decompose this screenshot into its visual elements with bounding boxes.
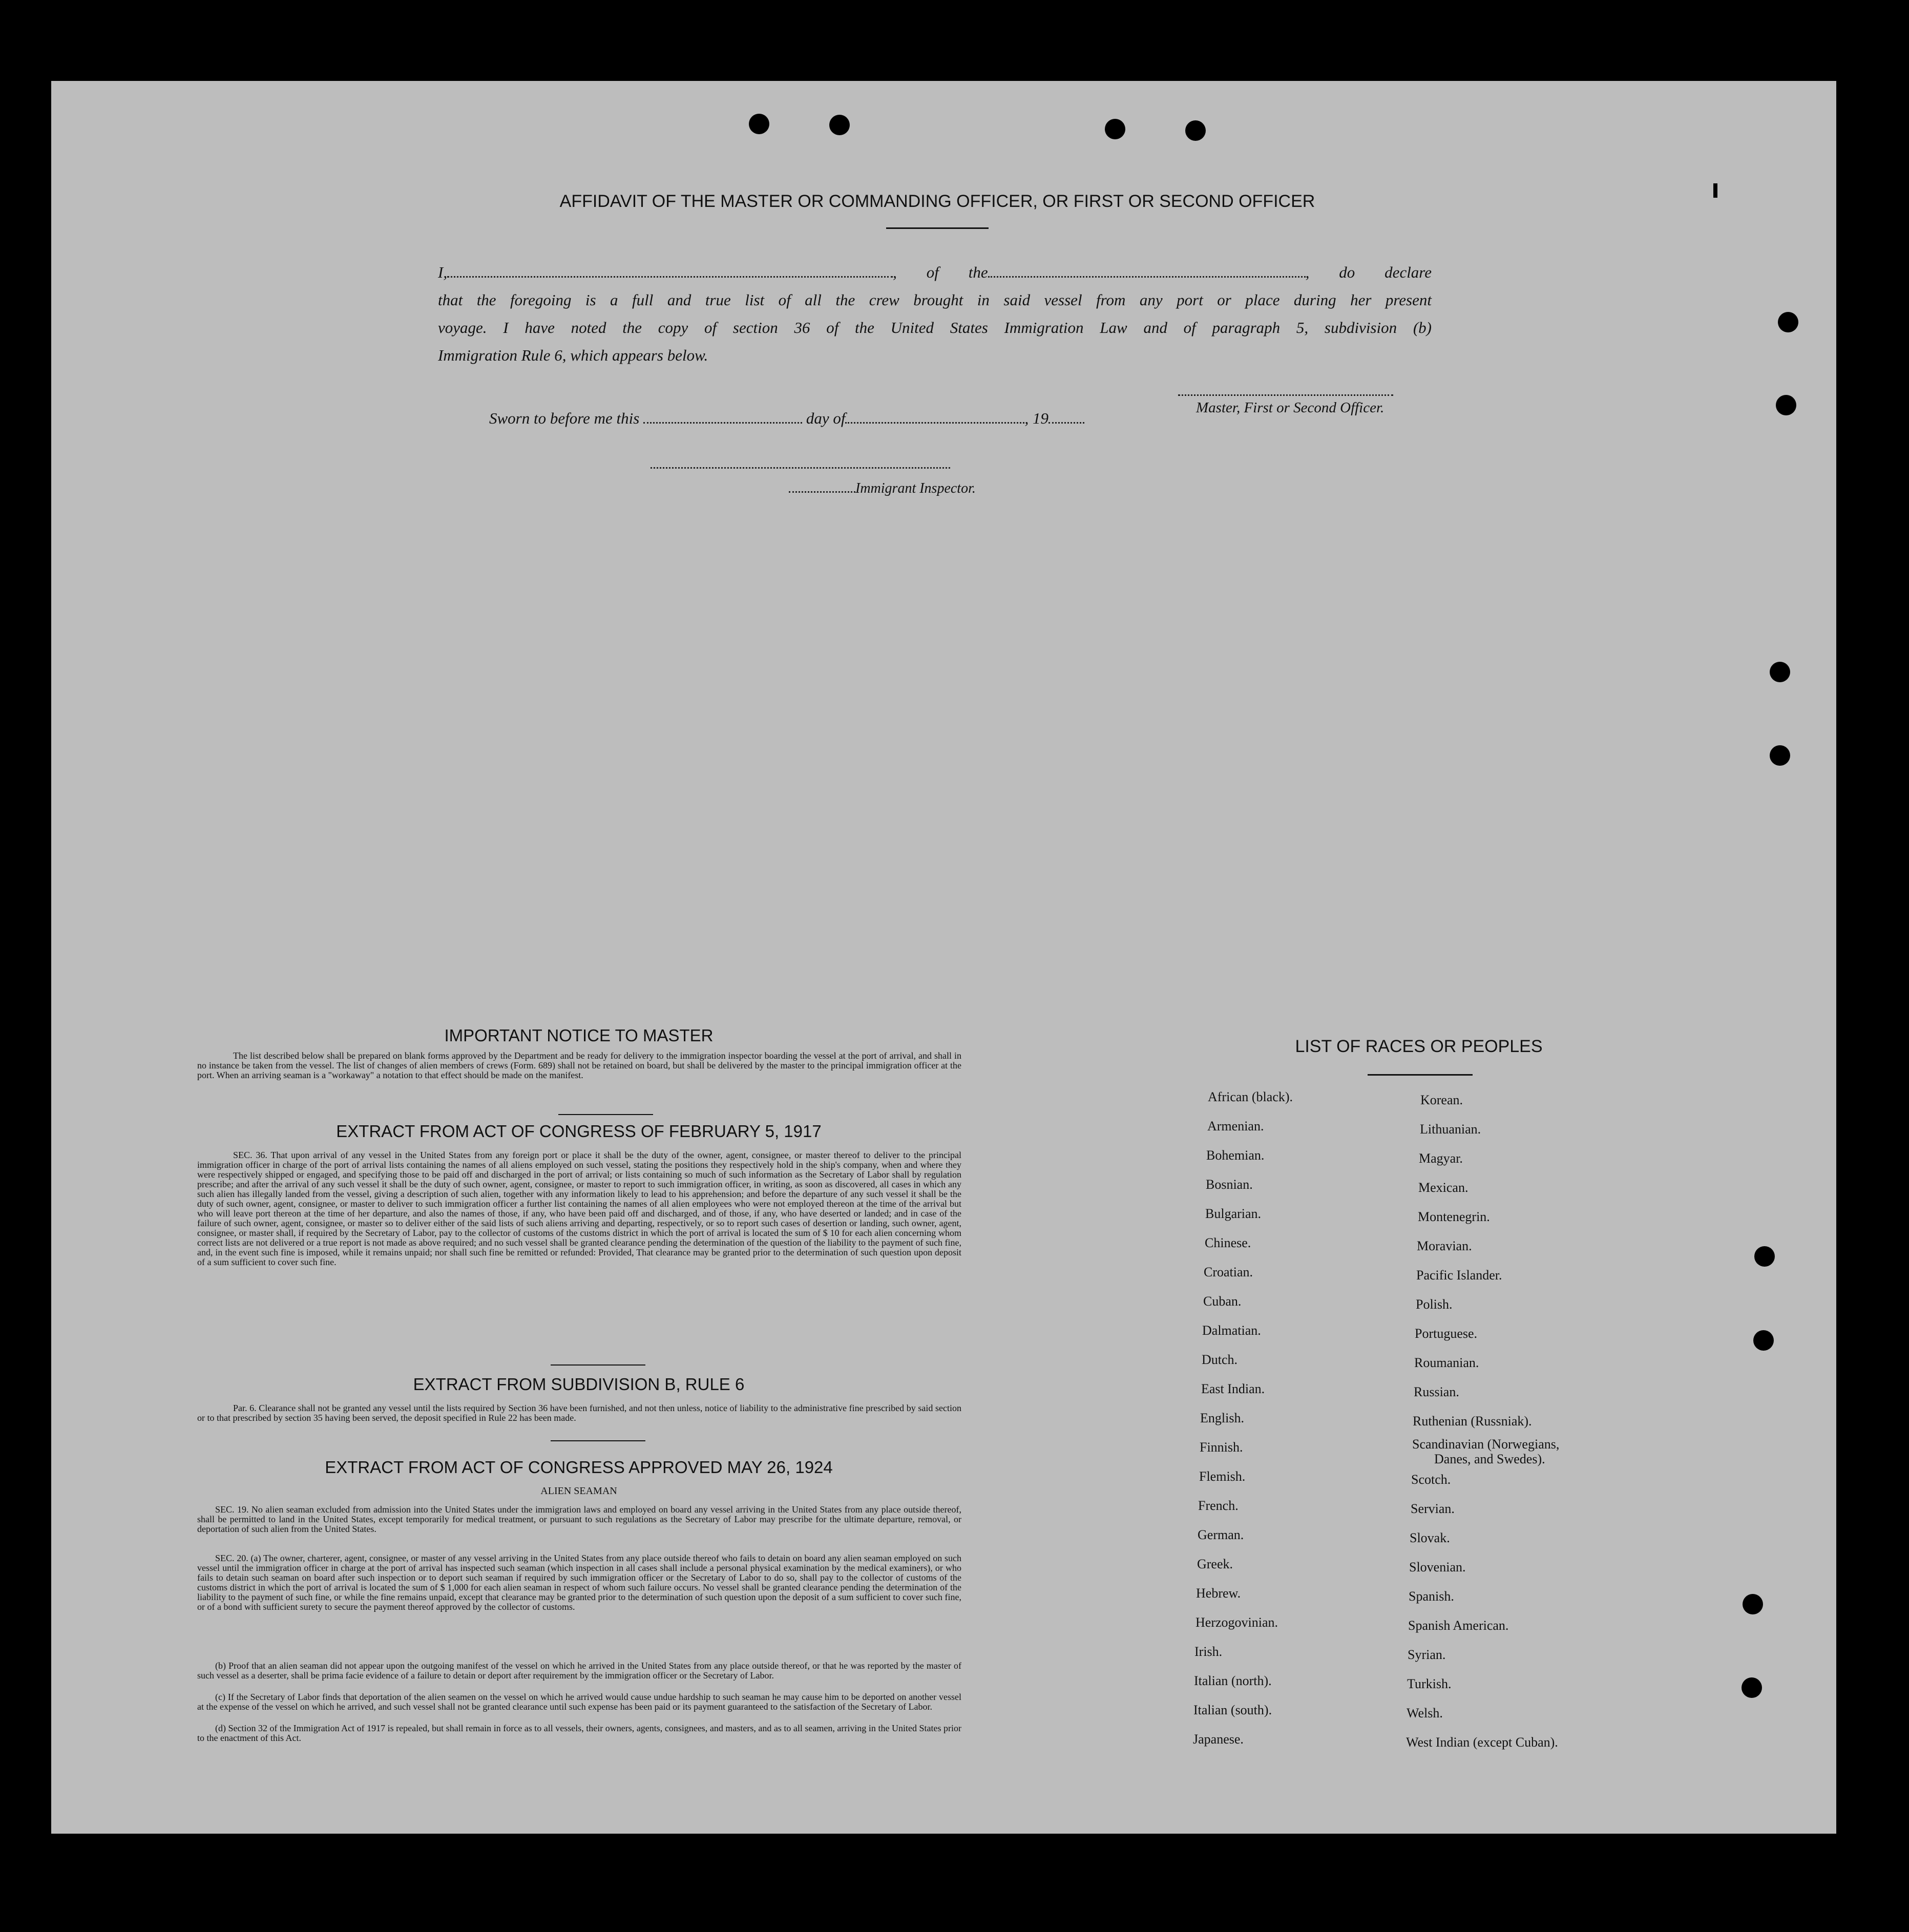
sec-20a-text: SEC. 20. (a) The owner, charterer, agent, consignee, or master of any vessel arriving in the United States from any place outside thereof who fails to detain on board any alien seaman employed on such vessel until the immigration officer in charge at the port of arrival has inspected such seaman (which inspection in all cases shall include a personal physical examination by the medical examiners), or who fails to detain such seaman on board after such inspection or to deport such seaman if required by such immigration officer or the Secretary of Labor to do so, shall pay to the collector of customs of the customs district in which the port of arrival is located the sum of $ 1,000 for each alien seaman in respect of whom such failure occurs. No vessel shall be granted clearance pending the determination of the liability to the payment of such fine, or while the fine remains unpaid, except that clearance may be granted prior to the determination of such question upon the deposit of a sum sufficient to cover such fine, or of a bond with sufficient surety to secure the payment thereof approved by the collector of customs.	[197, 1553, 961, 1612]
race-item: Cuban.	[1203, 1294, 1242, 1309]
punch-hole	[1778, 312, 1798, 332]
notice-title: IMPORTANT NOTICE TO MASTER	[444, 1026, 714, 1045]
race-item: African (black).	[1208, 1089, 1293, 1104]
divider	[558, 1114, 653, 1115]
name-blank[interactable]	[447, 263, 893, 278]
declaration-line-2: that the foregoing is a full and true list of all the crew brought in said vessel from any port or place during her present	[438, 291, 1432, 309]
notice-text: The list described below shall be prepared on blank forms approved by the Department and be ready for delivery to the immigration inspector boarding the vessel at the port of arrival, and shall in no instance be taken from the vessel. The list of changes of alien members of crews (Form. 689) shall not be retained on board, but shall be delivered by the master to the principal immigration officer at the port. When an arriving seaman is a "workaway" a notation to that effect should be made on the manifest.	[197, 1051, 961, 1080]
punch-hole	[829, 115, 850, 135]
race-item: Korean.	[1420, 1093, 1463, 1107]
sworn-label: Sworn to before me this	[489, 409, 640, 427]
race-item: Pacific Islander.	[1416, 1268, 1502, 1283]
punch-hole	[1770, 745, 1790, 766]
race-item: Dalmatian.	[1202, 1323, 1261, 1338]
race-item: Armenian.	[1207, 1119, 1264, 1133]
race-item: Syrian.	[1408, 1647, 1446, 1662]
master-signature-line[interactable]	[1178, 394, 1393, 396]
punch-hole	[1105, 119, 1125, 139]
inspector-label: Immigrant Inspector.	[855, 480, 976, 496]
race-item: Scotch.	[1411, 1472, 1451, 1487]
punch-hole	[749, 114, 769, 134]
race-item: English.	[1200, 1411, 1244, 1425]
punch-hole	[1770, 662, 1790, 682]
subdivision-title: EXTRACT FROM SUBDIVISION B, RULE 6	[413, 1375, 745, 1394]
extract-1917-title: EXTRACT FROM ACT OF CONGRESS OF FEBRUARY 5, 1917	[336, 1122, 822, 1141]
declaration-line-3: voyage. I have noted the copy of section 36 of the United States Immigration Law and of paragraph 5, subdivision (b)	[438, 319, 1432, 337]
race-item: Turkish.	[1407, 1676, 1452, 1691]
sec-19-text: SEC. 19. No alien seaman excluded from admission into the United States under the immigration laws and employed on board any vessel arriving in the United States from any place outside thereof, shall be permitted to land in the United States, except temporarily for medical treatment, or pursuant to such regulations as the Secretary of Labor may prescribe for the ultimate departure, removal, or deportation of such alien from the United States.	[197, 1504, 961, 1534]
divider	[886, 227, 989, 229]
inspector-signature-line[interactable]	[651, 467, 950, 469]
race-item-continuation: Danes, and Swedes).	[1434, 1452, 1545, 1466]
subdivision-text: Par. 6. Clearance shall not be granted any vessel until the lists required by Section 36 have been furnished, and not then unless, notice of liability to the administrative fine prescribed by said section or to that prescribed by section 35 having been served, the deposit specified in Rule 22 has been made.	[197, 1403, 961, 1423]
race-item: Italian (north).	[1194, 1673, 1272, 1688]
punch-hole	[1185, 120, 1206, 141]
punch-hole	[1742, 1677, 1762, 1698]
sec-20b-text: (b) Proof that an alien seaman did not appear upon the outgoing manifest of the vessel on which he arrived in the United States from any place outside thereof, or that he was reported by the master of such vessel as a deserter, shall be prima facie evidence of a failure to detain or deport after requirement by the immigration officer or the Secretary of Labor.	[197, 1661, 961, 1681]
race-item: Bulgarian.	[1205, 1206, 1262, 1221]
year-blank[interactable]	[1048, 409, 1084, 424]
race-item: Hebrew.	[1196, 1586, 1241, 1601]
race-item: Dutch.	[1202, 1352, 1238, 1367]
day-blank[interactable]	[643, 409, 802, 424]
race-item: Mexican.	[1418, 1180, 1469, 1195]
race-item: Magyar.	[1419, 1151, 1463, 1166]
race-item: Scandinavian (Norwegians,	[1412, 1437, 1560, 1452]
do-declare-label: , do declare	[1305, 263, 1432, 281]
race-item: Flemish.	[1199, 1469, 1246, 1484]
day-of-label: day of	[806, 409, 846, 427]
races-title: LIST OF RACES OR PEOPLES	[1295, 1037, 1543, 1056]
of-the-label: , of the	[893, 263, 988, 281]
punch-hole	[1743, 1594, 1763, 1614]
declaration-line-1	[438, 262, 1432, 283]
race-item: Finnish.	[1200, 1440, 1243, 1455]
race-item: East Indian.	[1201, 1381, 1265, 1396]
race-item: Bohemian.	[1206, 1148, 1265, 1163]
race-item: Slovenian.	[1409, 1560, 1466, 1574]
race-item: West Indian (except Cuban).	[1406, 1735, 1558, 1750]
race-item: Croatian.	[1204, 1265, 1253, 1279]
extract-1924-title: EXTRACT FROM ACT OF CONGRESS APPROVED MAY 26, 1924	[325, 1458, 833, 1477]
race-item: Servian.	[1411, 1501, 1455, 1516]
punch-hole	[1754, 1246, 1775, 1267]
edge-mark	[1713, 183, 1717, 198]
i-label: I,	[438, 263, 448, 281]
sec-20c-text: (c) If the Secretary of Labor finds that deportation of the alien seamen on the vessel on which he arrived would cause undue hardship to such seaman he may cause him to be deported on another vessel at the expense of the vessel on which he arrived, and such vessel shall not be granted clearance until such expense has been paid or its payment guaranteed to the satisfaction of the Secretary of Labor.	[197, 1692, 961, 1712]
race-item: German.	[1198, 1527, 1244, 1542]
month-blank[interactable]	[845, 409, 1024, 424]
sec-20d-text: (d) Section 32 of the Immigration Act of 1917 is repealed, but shall remain in force as to all vessels, their owners, agents, consignees, and masters, and as to all seamen, arriving in the United States prior to the enactment of this Act.	[197, 1723, 961, 1743]
race-item: Spanish American.	[1408, 1618, 1509, 1633]
divider	[551, 1364, 645, 1366]
race-item: Welsh.	[1407, 1706, 1443, 1720]
race-item: Greek.	[1197, 1557, 1233, 1571]
race-item: Bosnian.	[1206, 1177, 1253, 1192]
race-item: Herzogovinian.	[1195, 1615, 1278, 1630]
affidavit-title: AFFIDAVIT OF THE MASTER OR COMMANDING OFFICER, OR FIRST OR SECOND OFFICER	[559, 192, 1315, 211]
race-item: Roumanian.	[1414, 1355, 1479, 1370]
race-item: Slovak.	[1410, 1530, 1450, 1545]
race-item: Spanish.	[1409, 1589, 1454, 1604]
master-label: Master, First or Second Officer.	[1196, 400, 1384, 416]
race-item: French.	[1198, 1498, 1239, 1513]
race-item: Moravian.	[1417, 1238, 1472, 1253]
race-item: Russian.	[1414, 1384, 1459, 1399]
divider	[551, 1440, 645, 1441]
sworn-line	[489, 409, 1084, 428]
divider	[1368, 1074, 1473, 1076]
race-item: Ruthenian (Russniak).	[1413, 1414, 1532, 1429]
race-item: Lithuanian.	[1420, 1122, 1481, 1137]
alien-seaman-subtitle: ALIEN SEAMAN	[540, 1485, 617, 1497]
race-item: Italian (south).	[1193, 1703, 1272, 1717]
inspector-line	[789, 480, 976, 497]
race-item: Chinese.	[1205, 1235, 1251, 1250]
race-item: Montenegrin.	[1418, 1209, 1490, 1224]
inspector-dots	[789, 481, 855, 493]
declaration-line-4: Immigration Rule 6, which appears below.	[438, 346, 708, 364]
punch-hole	[1776, 395, 1796, 415]
race-item: Japanese.	[1193, 1732, 1244, 1747]
race-item: Portuguese.	[1415, 1326, 1478, 1341]
race-item: Polish.	[1416, 1297, 1453, 1312]
race-item: Irish.	[1194, 1644, 1223, 1659]
year-label: , 19	[1024, 409, 1048, 427]
punch-hole	[1753, 1330, 1774, 1351]
extract-1917-text: SEC. 36. That upon arrival of any vessel in the United States from any foreign port or place it shall be the duty of the owner, agent, consignee, or master thereof to deliver to the principal immigration officer in charge of the port of arrival lists containing the names of all aliens employed on such vessel, stating the positions they respectively hold in the ship's company, when and where they were respectively shipped or engaged, and specifying those to be paid off and discharged in the port of arrival; or lists containing so much of such information as the Secretary of Labor shall by regulation prescribe; and after the arrival of any such vessel it shall be the duty of such owner, agent, consignee, or master to report to such immigration officer, in writing, as soon as discovered, all cases in which any such alien has illegally landed from the vessel, giving a description of such alien, together with any information likely to lead to his apprehension; and before the departure of any such vessel it shall be the duty of such owner, agent, consignee, or master to deliver to such immigration officer a further list containing the names of all alien employees who were not employed thereon at the time of the arrival but who will leave port thereon at the time of her departure, and also the names of those, if any, who have been paid off and discharged, and of those, if any, who have deserted or landed; and in case of the failure of such owner, agent, consignee, or master so to deliver either of the said lists of such aliens arriving and departing, respectively, or so to report such cases of desertion or landing, such owner, agent, consignee, or master shall, if required by the Secretary of Labor, pay to the collector of customs of the customs district in which the port of arrival is located the sum of $ 10 for each alien concerning whom correct lists are not delivered or a true report is not made as above required; and no such vessel shall be granted clearance pending the determination of the question of the liability to the payment of such fine, and, in the event such fine is imposed, while it remains unpaid; nor shall such fine be remitted or refunded: Provided, That clearance may be granted prior to the determination of such question upon deposit of a sum sufficient to cover such fine.	[197, 1150, 961, 1267]
vessel-blank[interactable]	[988, 263, 1306, 278]
